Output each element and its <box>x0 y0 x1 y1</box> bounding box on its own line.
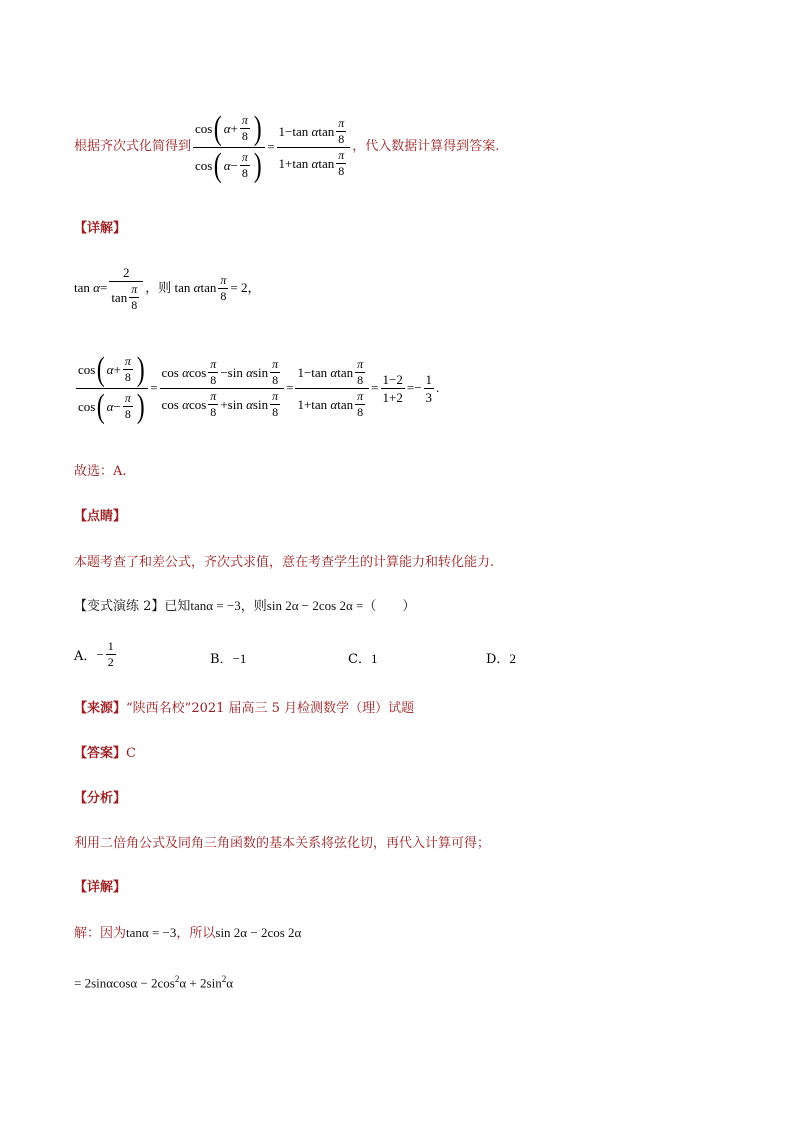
detail-heading: 【详解】 <box>74 221 127 236</box>
analysis-heading: 【分析】 <box>74 791 127 806</box>
option-b: B．−1 <box>210 651 247 667</box>
detail2-line1: 解：因为tanα = −3，所以sin 2α − 2cos 2α <box>74 925 302 941</box>
step2-frac1: cos ( α + $\frac{\pi}{8}$ ) cos ( α − $\frac{\pi}{8}$ ) <box>76 353 148 424</box>
intro-lhs-fraction <box>193 109 265 184</box>
step2-frac4: $\frac{1-2}{1+2}$ <box>382 371 403 405</box>
step2-frac3: 1 − tan α tan $\frac{\pi}{8}$ 1 + tan α tan $\frac{\pi}{8}$ <box>295 358 369 419</box>
dianjing-heading: 【点睛】 <box>74 509 127 524</box>
lhs-denominator: cos ( α − $\frac{\pi}{8}$ ) <box>193 147 265 183</box>
dianjing-text: 本题考查了和差公式，齐次式求值，意在考查学生的计算能力和转化能力. <box>74 555 495 570</box>
intro-line <box>74 104 499 190</box>
analysis-text: 利用二倍角公式及同角三角函数的基本关系将弦化切，再代入计算可得； <box>74 836 491 851</box>
step1-line: tan α = 2 tan $\frac{\pi}{8}$ ，则 tan α tan $\frac{\pi}{8}$ = 2 ， <box>74 264 261 312</box>
detail2-heading: 【详解】 <box>74 880 127 895</box>
option-a: A． − $\frac{1}{2}$ <box>74 639 114 669</box>
option-d: D．2 <box>486 651 516 667</box>
step2-result: $\frac{1}{3}$ <box>425 371 433 405</box>
equals: = <box>267 139 275 154</box>
intro-rhs-fraction: 1 − tan α tan $\frac{\pi}{8}$ 1 + tan α tan $\frac{\pi}{8}$ <box>277 117 351 178</box>
intro-tail: ，代入数据计算得到答案. <box>352 139 500 154</box>
problem2-line: 【变式演练 2】已知tanα = −3，则sin 2α − 2cos 2α =（ ） <box>74 598 416 614</box>
source-line: 【来源】“陕西名校”2021 届高三 5 月检测数学（理）试题 <box>74 701 415 716</box>
choice-line: 故选：A. <box>74 464 127 479</box>
detail2-line2: = $2\sin\alpha\cos\alpha - 2\cos^2\alpha + 2\sin^2\alpha$ <box>74 974 234 991</box>
option-c: C．1 <box>348 651 378 667</box>
lhs-numerator: cos ( α + $\frac{\pi}{8}$ ) <box>195 109 262 147</box>
problem2-label: 【变式演练 2】 <box>74 599 165 614</box>
step2-line: cos ( α + $\frac{\pi}{8}$ ) cos ( α − $\frac{\pi}{8}$ ) = cos α cos $\frac{\pi}{8}$ − sin α sin $\frac{\pi}{8}$ cos α cos $\frac{\pi}{8}$ + sin α sin $\frac{\pi}{8}$ = 1 − tan α tan $\frac{\pi}{8}$ 1 + tan α tan $\frac{\pi}{8}$ = $\frac{1-2}{1+2}$ = − $\frac{1}{3}$ . <box>78 350 440 425</box>
answer-line: 【答案】C <box>74 746 136 761</box>
intro-lead: 根据齐次式化简得到 <box>74 139 192 154</box>
step2-frac2: cos α cos $\frac{\pi}{8}$ − sin α sin $\frac{\pi}{8}$ cos α cos $\frac{\pi}{8}$ + sin α sin $\frac{\pi}{8}$ <box>160 358 285 419</box>
